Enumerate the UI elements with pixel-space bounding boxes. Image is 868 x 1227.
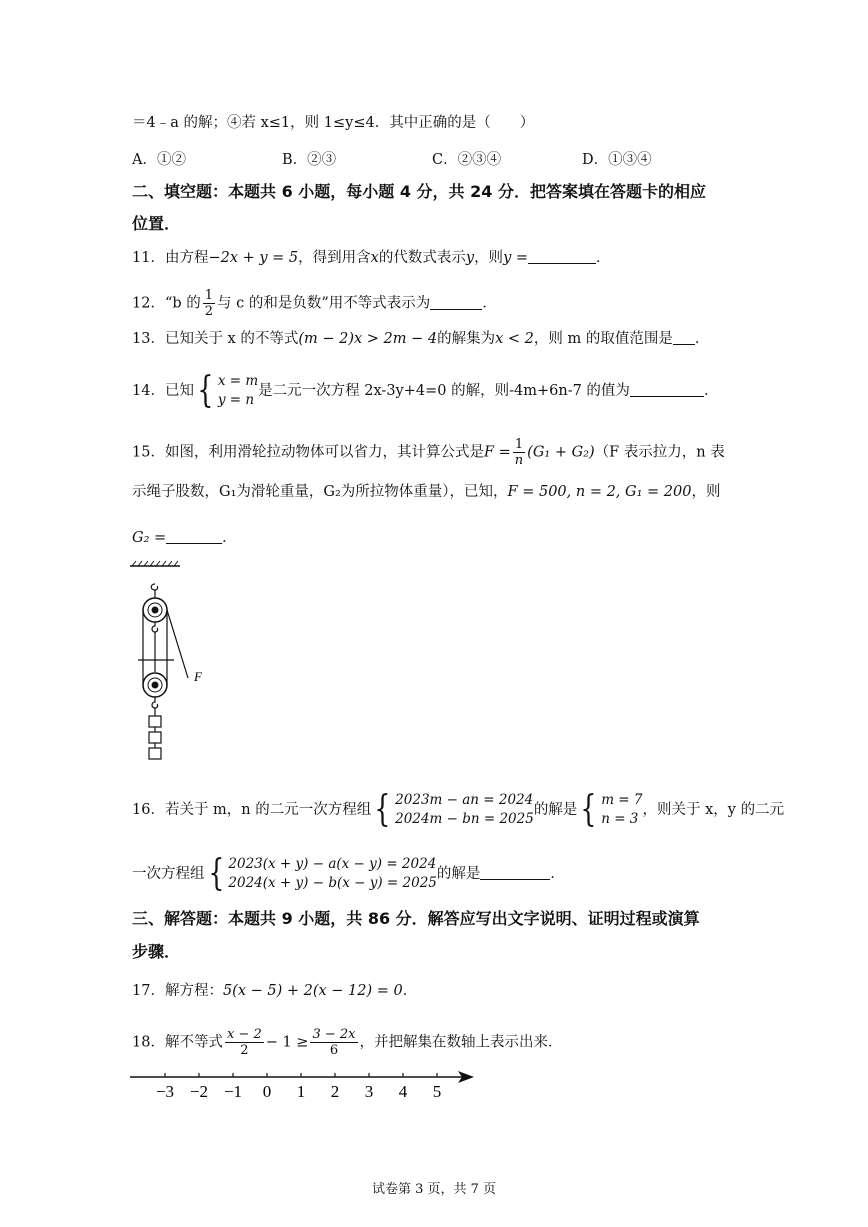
- q14-row2: y = n: [217, 392, 255, 408]
- q16-line2: [132, 855, 565, 893]
- q17-prefix: 17．解方程：: [132, 983, 223, 999]
- q18-fraction-left: [225, 1027, 264, 1058]
- q11-y: y: [465, 250, 475, 266]
- q15-denominator: n: [514, 453, 524, 468]
- q13-answer-blank[interactable]: [673, 330, 695, 345]
- q13-prefix: 13．已知关于 x 的不等式: [132, 331, 299, 347]
- q14-end: ．: [703, 383, 719, 399]
- q16-sol-row1: m = 7: [601, 792, 643, 808]
- weight-box-icon: [149, 748, 161, 759]
- q18-numerator-right: 3 − 2x: [312, 1027, 356, 1042]
- q15-numerator: 1: [514, 437, 524, 452]
- q13: [132, 329, 709, 349]
- q11: [132, 248, 611, 268]
- q16-sol-row2: n = 3: [601, 811, 639, 827]
- q16-sys1-row2: 2024m − bn = 2025: [395, 811, 534, 827]
- q16-solution-system: [577, 791, 642, 829]
- q15-end: ．: [222, 530, 237, 546]
- weight-box-icon: [149, 716, 161, 727]
- number-line-tick-label: 4: [398, 1082, 408, 1101]
- q14-system: [194, 372, 258, 410]
- q16-system2: [205, 855, 437, 893]
- q15-answer-blank[interactable]: [166, 529, 222, 544]
- q15-fraction: [513, 437, 525, 468]
- q14-prefix: 14．已知: [132, 383, 194, 399]
- q15-g2: G₂ =: [132, 530, 167, 546]
- q14-text-b: 是二元一次方程 2x-3y+4=0 的解，则-4m+6n-7 的值为: [258, 383, 630, 399]
- q10-option-d[interactable]: D．①③④: [582, 152, 652, 168]
- q11-text-d: ，则: [474, 250, 504, 266]
- q16-answer-blank[interactable]: [480, 865, 550, 880]
- q16-text-d: 一次方程组: [132, 866, 205, 882]
- q11-prefix: 11．由方程: [132, 250, 209, 266]
- q11-x: x: [370, 250, 379, 266]
- q16-text-e: 的解是: [436, 866, 481, 882]
- number-line-tick-label: −3: [155, 1082, 175, 1101]
- q18-fraction-right: [310, 1027, 357, 1058]
- q18-prefix: 18．解不等式: [132, 1034, 223, 1051]
- q16-system1: [371, 791, 534, 829]
- q15-given: F = 500, n = 2, G₁ = 200: [507, 484, 692, 500]
- q13-solution: x < 2: [495, 331, 534, 347]
- number-line-tick-label: −2: [189, 1082, 209, 1101]
- q12-text-b: 与 c 的和是负数”用不等式表示为: [217, 295, 431, 312]
- q17-end: ．: [402, 983, 418, 999]
- q13-inequality: (m − 2)x > 2m − 4: [298, 331, 438, 347]
- pulley-force-label: F: [194, 669, 202, 684]
- hook-icon: [151, 584, 157, 590]
- q11-equation: −2x + y = 5: [208, 250, 299, 266]
- q12-denominator: 2: [204, 304, 214, 319]
- q18-text-b: ，并把解集在数轴上表示出来．: [359, 1034, 563, 1051]
- q12-numerator: 1: [204, 288, 214, 303]
- q11-text-b: ，得到用含: [298, 250, 371, 266]
- section3-heading-line2: 步骤．: [132, 942, 181, 961]
- q14-answer-blank[interactable]: [630, 382, 704, 397]
- q15-text-b: （F 表示拉力，n 表: [594, 444, 725, 461]
- brace-icon: {: [207, 853, 224, 894]
- q13-text-c: ，则 m 的取值范围是: [533, 331, 673, 347]
- q10-tail: ＝4﹣a 的解；④若 x≤1，则 1≤y≤4．其中正确的是（ ）: [132, 115, 535, 131]
- brace-icon: {: [197, 370, 214, 411]
- q16-sys1-row1: 2023m − an = 2024: [395, 792, 534, 808]
- rope-pull: [167, 610, 188, 678]
- number-line-tick-label: −1: [223, 1082, 243, 1101]
- q16-sys2-row1: 2023(x + y) − a(x − y) = 2024: [228, 856, 437, 872]
- number-line-tick-label: 1: [296, 1082, 306, 1101]
- q15-then: ，则: [691, 484, 721, 500]
- q18-numerator-left: x − 2: [226, 1027, 262, 1042]
- weight-box-icon: [149, 732, 161, 743]
- q15-line1: [132, 437, 725, 468]
- q15-F: F =: [483, 444, 511, 461]
- q13-text-b: 的解集为: [437, 331, 496, 347]
- q18-denominator-right: 6: [329, 1043, 339, 1058]
- q14: [132, 372, 718, 410]
- q15-line2-text: 示绳子股数，G₁为滑轮重量，G₂为所拉物体重量），已知，: [132, 484, 508, 500]
- q16-text-c: ，则关于 x，y 的二元: [642, 802, 785, 818]
- q12: [132, 288, 497, 319]
- q11-text-c: 的代数式表示: [378, 250, 466, 266]
- q15-prefix: 15．如图，利用滑轮拉动物体可以省力，其计算公式是: [132, 444, 484, 461]
- number-line[interactable]: [128, 1064, 478, 1104]
- q12-answer-blank[interactable]: [430, 295, 482, 310]
- number-line-tick-label: 2: [330, 1082, 340, 1101]
- brace-icon: {: [580, 789, 597, 830]
- q17: [132, 981, 417, 1001]
- q10-option-c[interactable]: C．②③④: [432, 152, 502, 168]
- pulley-diagram: [128, 560, 218, 765]
- q11-end: ．: [596, 250, 611, 266]
- q16-end: ．: [550, 866, 565, 882]
- section2-heading-line1: 二、填空题：本题共 6 小题，每小题 4 分，共 24 分．把答案填在答题卡的相应: [132, 182, 706, 201]
- q10-option-b[interactable]: B．②③: [282, 152, 337, 168]
- page-footer: 试卷第 3 页，共 7 页: [371, 1182, 497, 1197]
- q11-y-equals: y =: [503, 250, 529, 266]
- q12-end: ．: [482, 295, 497, 312]
- q15-line2: [132, 482, 720, 502]
- q14-row1: x = m: [217, 373, 259, 389]
- q16-text-b: 的解是: [533, 802, 578, 818]
- q16-sys2-row2: 2024(x + y) − b(x − y) = 2025: [228, 875, 437, 891]
- q13-end: ．: [694, 331, 710, 347]
- q17-equation: 5(x − 5) + 2(x − 12) = 0: [222, 983, 403, 999]
- section3-heading-line1: 三、解答题：本题共 9 小题，共 86 分．解答应写出文字说明、证明过程或演算: [132, 909, 700, 928]
- number-line-tick-label: 5: [432, 1082, 442, 1101]
- q16-prefix: 16．若关于 m，n 的二元一次方程组: [132, 802, 372, 818]
- q11-answer-blank[interactable]: [528, 249, 596, 264]
- q15-line3: [132, 528, 237, 548]
- q18: [132, 1027, 563, 1058]
- q12-fraction: [203, 288, 215, 319]
- q18-denominator-left: 2: [240, 1043, 249, 1058]
- q16-line1: [132, 791, 784, 829]
- q10-option-a[interactable]: A．①②: [132, 152, 186, 168]
- brace-icon: {: [374, 789, 391, 830]
- q15-G-sum: (G₁ + G₂): [527, 444, 595, 461]
- number-line-tick-label: 3: [364, 1082, 374, 1101]
- section2-heading-line2: 位置．: [132, 214, 181, 233]
- q18-middle: − 1 ≥: [265, 1034, 309, 1051]
- q12-prefix: 12．“b 的: [132, 295, 201, 312]
- number-line-tick-label: 0: [262, 1082, 272, 1101]
